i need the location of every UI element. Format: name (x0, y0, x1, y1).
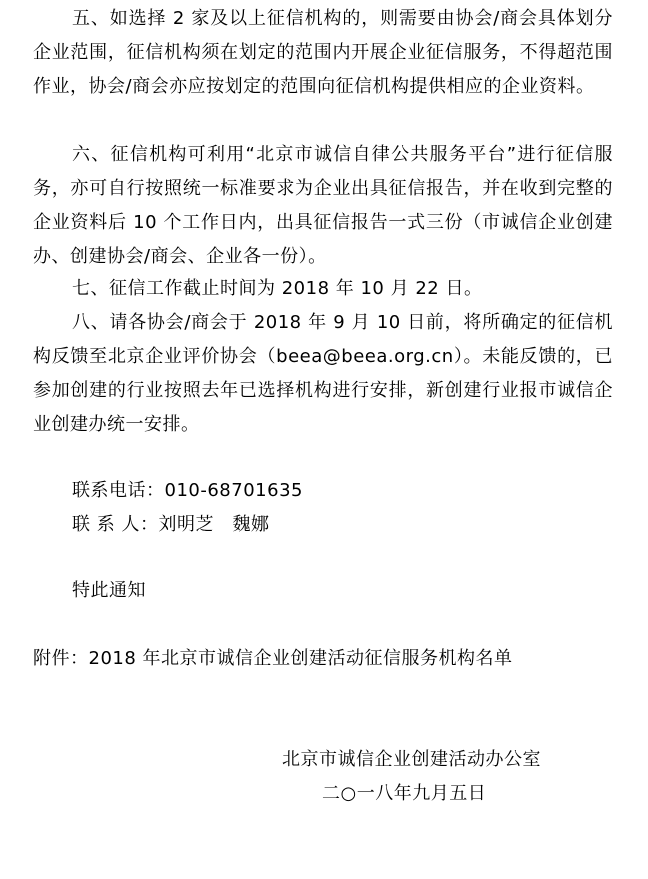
contact-phone-label: 联系电话： (72, 480, 165, 501)
signature-date: 二○一八年九月五日 (322, 783, 487, 804)
notice-text: 特此通知 (72, 580, 146, 601)
paragraph-item-5: 五、如选择 2 家及以上征信机构的，则需要由协会/商会具体划分企业范围，征信机构须在划定的范围内开展企业征信服务，不得超范围作业，协会/商会亦应按划定的范围向征信机构提供相应的企业资料。 (33, 8, 613, 97)
contact-person-label: 联 系 人： (72, 514, 159, 535)
attachment-line: 附件：2018 年北京市诚信企业创建活动征信服务机构名单 (33, 648, 513, 669)
contact-person-line (72, 508, 269, 542)
paragraph-item-8: 八、请各协会/商会于 2018 年 9 月 10 日前，将所确定的征信机构反馈至北京企业评价协会（beea@beea.org.cn）。未能反馈的，已参加创建的行业按照去年已选择机构进行安排，新创建行业报市诚信企业创建办统一安排。 (33, 312, 613, 435)
paragraph-item-7: 七、征信工作截止时间为 2018 年 10 月 22 日。 (72, 278, 483, 299)
contact-phone-number: 010-68701635 (164, 480, 303, 501)
contact-person-names: 刘明芝 魏娜 (158, 514, 270, 535)
contact-phone-line (72, 474, 303, 508)
paragraph-item-6: 六、征信机构可利用“北京市诚信自律公共服务平台”进行征信服务，亦可自行按照统一标准要求为企业出具征信报告，并在收到完整的企业资料后 10 个工作日内，出具征信报告一式三份（市诚信企业创建办、创建协会/商会、企业各一份）。 (33, 144, 613, 267)
signature-office: 北京市诚信企业创建活动办公室 (282, 749, 541, 770)
